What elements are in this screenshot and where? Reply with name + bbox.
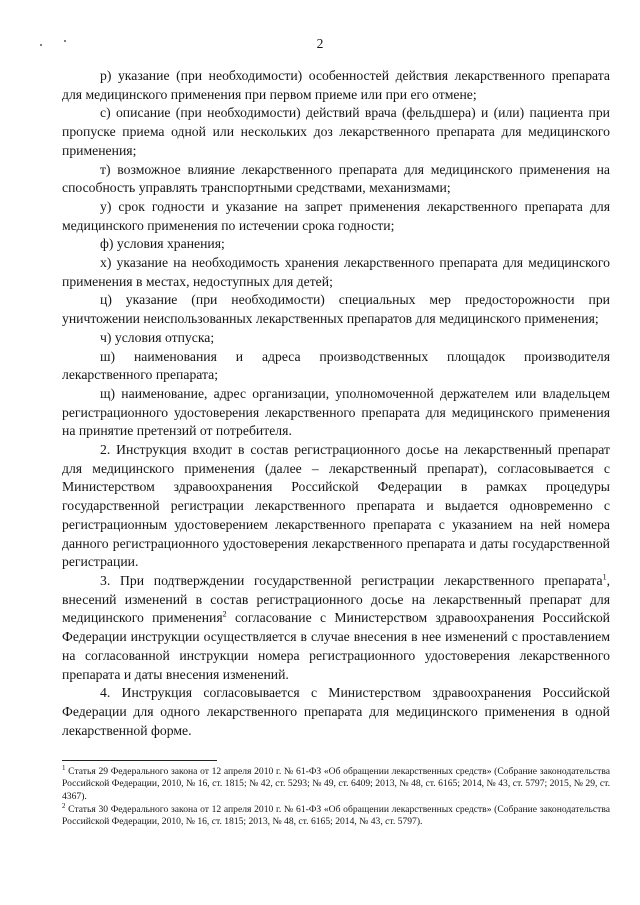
- item-ch: ч) условия отпуска;: [100, 329, 215, 345]
- footnote-text: Статья 30 Федерального закона от 12 апреля 2010 г. № 61-ФЗ «Об обращении лекарственных средств» (Собрание законодательства Российской Федерации, 2010, № 16, ст. 1815; 2013, № 48, ст. 6165; 2014, № 43, ст. 5797).: [62, 803, 610, 828]
- footnote-text: Статья 29 Федерального закона от 12 апреля 2010 г. № 61-ФЗ «Об обращении лекарственных средств» (Собрание законодательства Российской Федерации, 2010, № 16, ст. 1815; № 42, ст. 5293; № 49, ст. 6409; 2013, № 48, ст. 6165; 2014, № 43, ст. 5797; 2015, № 29, ст. 4367).: [62, 766, 610, 802]
- footnote-2: [62, 801, 610, 829]
- item-t: т) возможное влияние лекарственного препарата для медицинского применения на способность управлять транспортными средствами, механизмами;: [62, 161, 610, 196]
- item-s: с) описание (при необходимости) действий врача (фельдшера) и (или) пациента при пропуске приема одной или нескольких доз лекарственного препарата для медицинского применения;: [62, 105, 610, 158]
- item-f: ф) условия хранения;: [100, 236, 225, 252]
- paragraph-4: 4. Инструкция согласовывается с Министерством здравоохранения Российской Федерации для одного лекарственного препарата для медицинского применения в одной лекарственной форме.: [62, 685, 610, 738]
- footnote-ref-2: 2: [222, 609, 227, 619]
- item-kh: х) указание на необходимость хранения лекарственного препарата для медицинского применения в местах, недоступных для детей;: [62, 255, 610, 289]
- item-ts: ц) указание (при необходимости) специальных мер предосторожности при уничтожении неиспользованных лекарственных препаратов для медицинского применения;: [62, 292, 610, 327]
- item-r: р) указание (при необходимости) особенностей действия лекарственного препарата для медицинского применения при первом приеме или при его отмене;: [62, 68, 610, 102]
- footnote-mark: 2: [62, 801, 66, 810]
- footnotes: [62, 763, 610, 829]
- item-sh: ш) наименования и адреса производственных площадок производителя лекарственного препарата;: [62, 348, 610, 383]
- item-shch: щ) наименование, адрес организации, уполномоченной держателем или владельцем регистрационного удостоверения лекарственного препарата для медицинского применения на принятие претензий от потребителя.: [62, 385, 610, 439]
- document-body: [62, 67, 610, 740]
- footnote-ref-1: 1: [602, 572, 607, 582]
- paragraph-3: [62, 572, 610, 684]
- footnote-mark: 1: [62, 763, 66, 772]
- footnote-1: [62, 763, 610, 803]
- paragraph-3-part3: согласование с Министерством здравоохранения Российской Федерации инструкции осуществляется в случае внесения в нее изменений с проставлением на согласованной инструкции номера регистрационного удостоверения лекарственного препарата и даты внесения изменений.: [62, 610, 610, 682]
- paragraph-3-part1: 3. При подтверждении государственной регистрации лекарственного препарата: [100, 572, 603, 588]
- page-number: 2: [316, 36, 324, 51]
- paragraph-2: 2. Инструкция входит в состав регистрационного досье на лекарственный препарат для медицинского применения (далее – лекарственный препарат), согласовывается с Министерством здравоохранения Российской Федерации в рамках процедуры государственной регистрации лекарственного препарата и выдается одновременно с регистрационным удостоверением лекарственного препарата с указанием на ней номера данного регистрационного удостоверения лекарственного препарата и даты государственной регистрации.: [62, 442, 610, 570]
- item-u: у) срок годности и указание на запрет применения лекарственного препарата для медицинского применения по истечении срока годности;: [62, 198, 610, 233]
- footnote-divider: [62, 760, 217, 761]
- paragraph-3-part2: , внесений изменений в состав регистрационного досье на лекарственный препарат для медицинского применения: [62, 572, 610, 626]
